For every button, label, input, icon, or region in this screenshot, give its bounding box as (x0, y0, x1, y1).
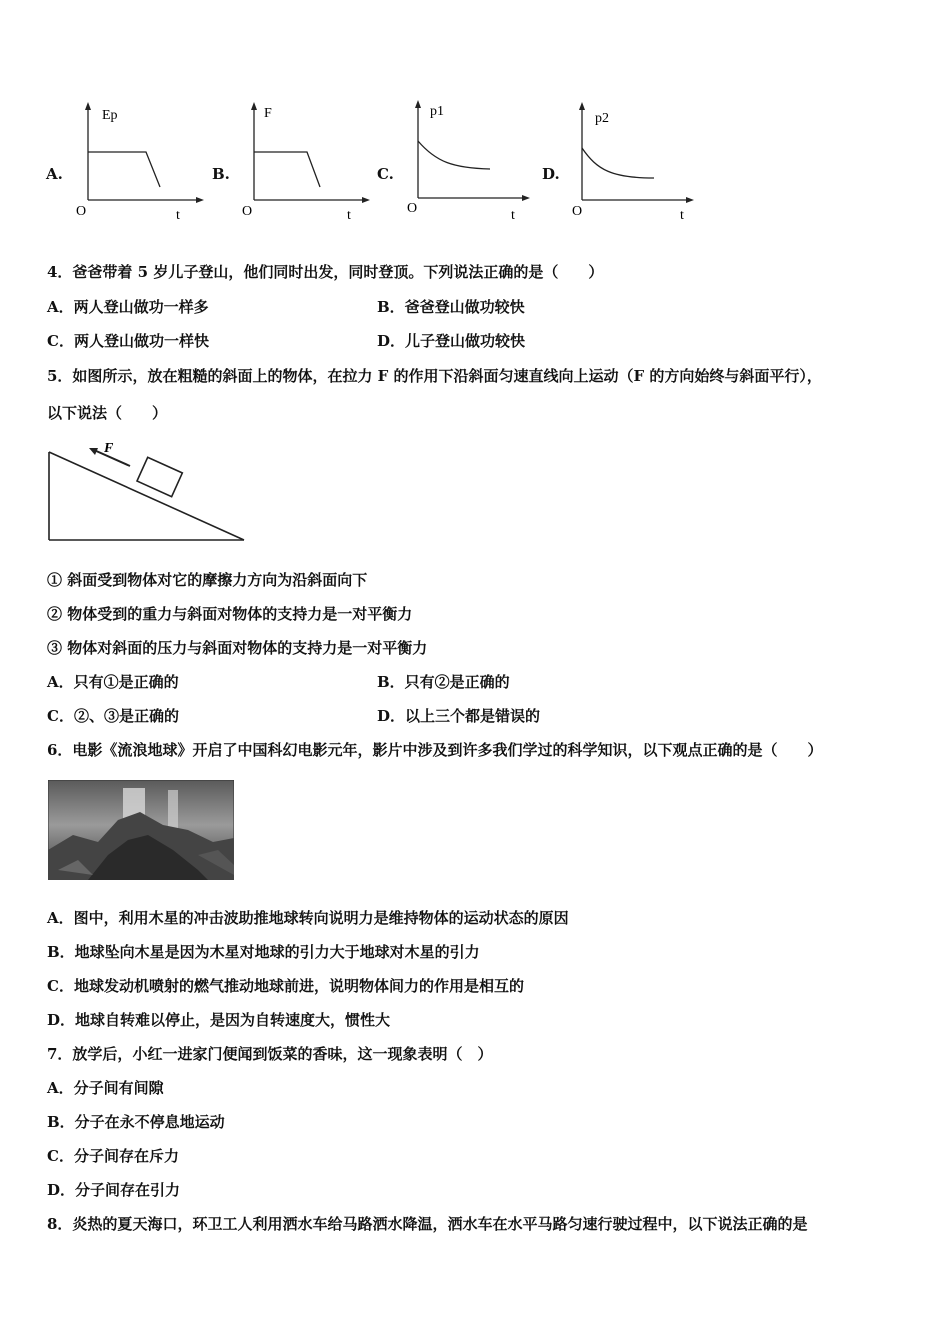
q5-stem: 5．如图所示，放在粗糙的斜面上的物体，在拉力 F 的作用下沿斜面匀速直线向上运动（F 的方向始终与斜面平行）， (47, 367, 822, 385)
graph-d-origin: O (572, 204, 583, 219)
option-c-letter: C. (377, 165, 394, 183)
q4-option-d: D．儿子登山做功较快 (377, 332, 526, 350)
graph-b-origin: O (242, 204, 253, 219)
graph-c-p1-vs-t (398, 98, 538, 225)
q5-stem-continued: 以下说法（ ） (47, 404, 168, 422)
q4-option-a: A．两人登山做功一样多 (47, 298, 209, 316)
q5-option-b: B．只有②是正确的 (377, 673, 510, 691)
graph-d-x-label: t (680, 208, 684, 223)
q7-option-c: C．分子间存在斥力 (47, 1147, 179, 1165)
graph-b-x-label: t (347, 208, 351, 223)
graph-a-x-label: t (176, 208, 180, 223)
q7-option-a: A．分子间有间隙 (47, 1079, 164, 1097)
graph-a-origin: O (76, 204, 87, 219)
graph-b-f-vs-t (234, 100, 374, 225)
q5-statement-3: ③ 物体对斜面的压力与斜面对物体的支持力是一对平衡力 (47, 639, 428, 657)
option-b-letter: B. (212, 165, 230, 183)
q4-option-c: C．两人登山做功一样快 (47, 332, 209, 350)
q6-option-b: B．地球坠向木星是因为木星对地球的引力大于地球对木星的引力 (47, 943, 480, 961)
q6-option-c: C．地球发动机喷射的燃气推动地球前进，说明物体间力的作用是相互的 (47, 977, 524, 995)
graph-d-p2-vs-t (562, 100, 702, 225)
q6-stem: 6．电影《流浪地球》开启了中国科幻电影元年，影片中涉及到许多我们学过的科学知识，以下观点正确的是（ ） (47, 741, 823, 759)
graph-c-x-label: t (511, 208, 515, 223)
block-on-incline (137, 457, 182, 496)
q5-option-d: D．以上三个都是错误的 (377, 707, 541, 725)
q5-statement-2: ② 物体受到的重力与斜面对物体的支持力是一对平衡力 (47, 605, 413, 623)
q8-stem: 8．炎热的夏天海口，环卫工人利用洒水车给马路洒水降温，洒水车在水平马路匀速行驶过程中，以下说法正确的是 (47, 1215, 808, 1233)
q4-stem: 4．爸爸带着 5 岁儿子登山，他们同时出发，同时登顶。下列说法正确的是（ ） (47, 263, 604, 281)
graph-c-y-label: p1 (430, 104, 444, 119)
q5-option-c: C．②、③是正确的 (47, 707, 179, 725)
q5-option-a: A．只有①是正确的 (47, 673, 179, 691)
graph-c-origin: O (407, 201, 418, 216)
graph-a-ep-vs-t (68, 100, 208, 225)
option-d-letter: D. (542, 165, 560, 183)
graph-b-y-label: F (264, 106, 272, 121)
q6-option-a: A．图中，利用木星的冲击波助推地球转向说明力是维持物体的运动状态的原因 (47, 909, 569, 927)
q7-option-d: D．分子间存在引力 (47, 1181, 181, 1199)
graph-a-y-label: Ep (102, 108, 118, 123)
incline-diagram (44, 440, 254, 548)
force-label: F (104, 441, 114, 456)
q4-option-b: B．爸爸登山做功较快 (377, 298, 525, 316)
q7-stem: 7．放学后，小红一进家门便闻到饭菜的香味，这一现象表明（ ） (47, 1045, 493, 1063)
option-a-letter: A. (46, 165, 63, 183)
graph-d-y-label: p2 (595, 111, 609, 126)
wandering-earth-film-still (48, 780, 234, 880)
q6-option-d: D．地球自转难以停止，是因为自转速度大，惯性大 (47, 1011, 391, 1029)
q7-option-b: B．分子在永不停息地运动 (47, 1113, 225, 1131)
q5-statement-1: ① 斜面受到物体对它的摩擦力方向为沿斜面向下 (47, 571, 368, 589)
